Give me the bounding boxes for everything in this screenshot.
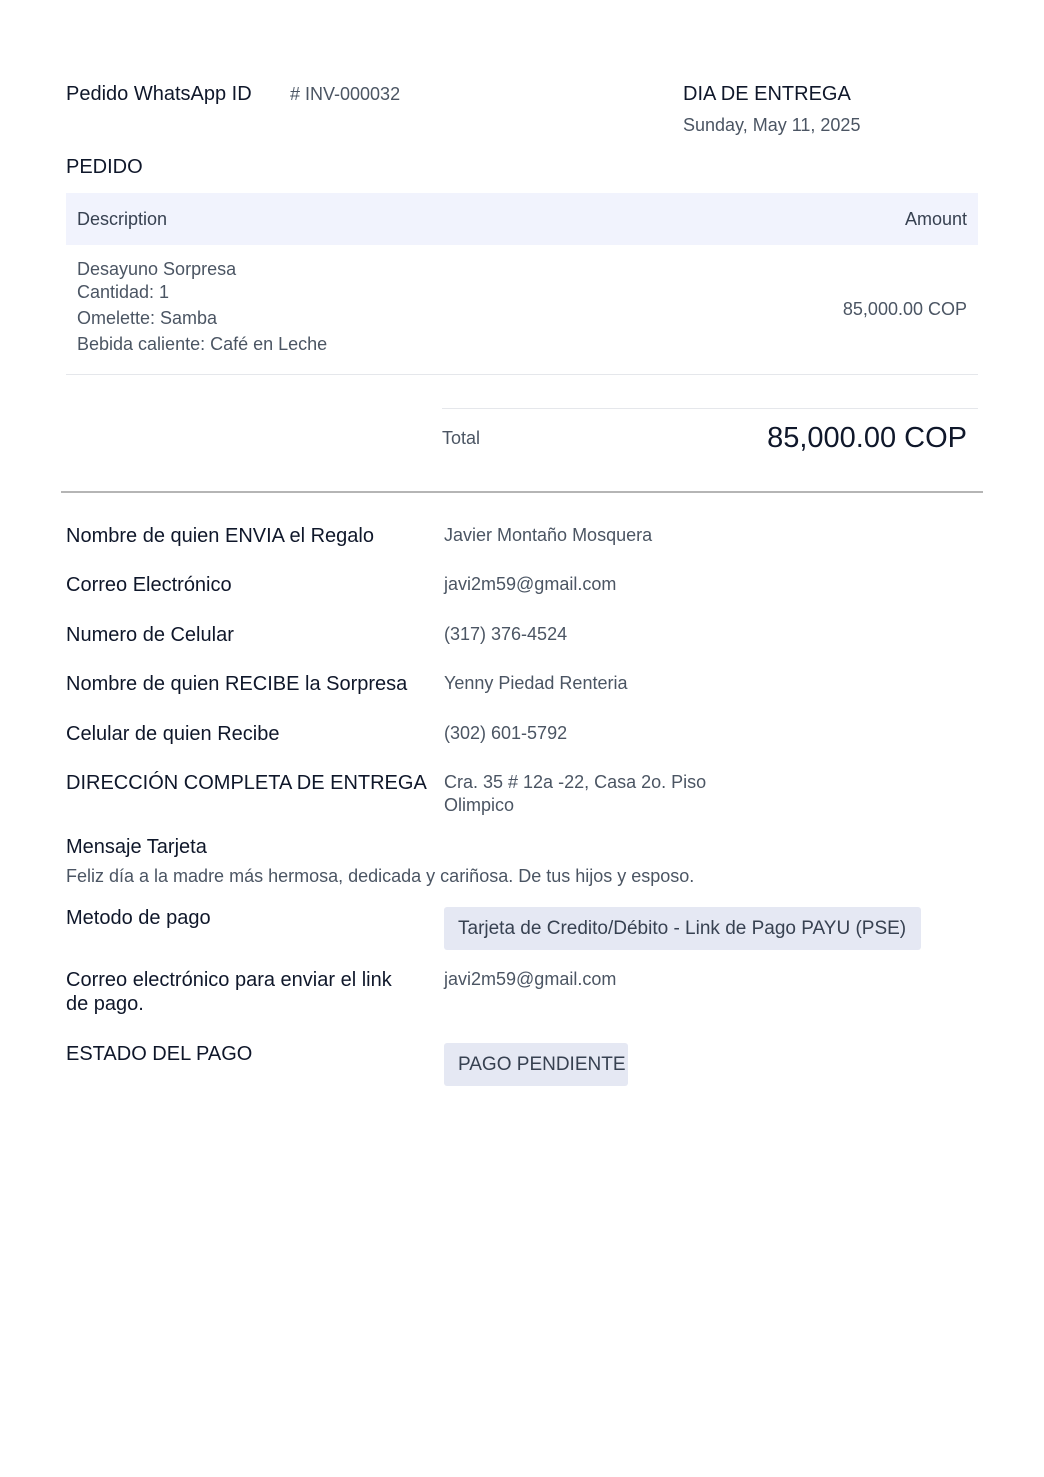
item-row-divider	[66, 374, 978, 375]
payment-email-label-line-2: de pago.	[66, 993, 144, 1015]
item-quantity: Cantidad: 1	[77, 282, 170, 302]
address-line-1: Cra. 35 # 12a -22, Casa 2o. Piso	[444, 772, 707, 792]
email-label: Correo Electrónico	[66, 574, 232, 596]
total-label: Total	[442, 428, 481, 448]
payment-method-badge: Tarjeta de Credito/Débito - Link de Pago PAYU (PSE)	[444, 907, 921, 950]
delivery-day-label: DIA DE ENTREGA	[683, 83, 851, 105]
section-divider	[61, 491, 983, 493]
recipient-label: Nombre de quien RECIBE la Sorpresa	[66, 673, 408, 695]
order-section-title: PEDIDO	[66, 156, 143, 178]
payment-email-label-line-1: Correo electrónico para enviar el link	[66, 969, 392, 991]
phone-label: Numero de Celular	[66, 624, 234, 646]
delivery-date: Sunday, May 11, 2025	[683, 115, 861, 135]
description-column-header: Description	[77, 209, 168, 229]
order-table-header	[66, 193, 978, 245]
payment-status-label: ESTADO DEL PAGO	[66, 1043, 253, 1065]
total-value: 85,000.00 COP	[767, 422, 967, 454]
payment-status-badge: PAGO PENDIENTE	[444, 1043, 628, 1086]
order-id-label: Pedido WhatsApp ID	[66, 83, 252, 105]
item-amount: 85,000.00 COP	[842, 299, 967, 319]
amount-column-header: Amount	[904, 209, 967, 229]
card-message-label: Mensaje Tarjeta	[66, 836, 207, 858]
invoice-id: # INV-000032	[290, 84, 401, 104]
address-line-2: Olimpico	[444, 795, 515, 815]
recipient-phone-value: (302) 601-5792	[444, 723, 568, 743]
item-option-drink: Bebida caliente: Café en Leche	[77, 334, 328, 354]
phone-value: (317) 376-4524	[444, 624, 568, 644]
address-label: DIRECCIÓN COMPLETA DE ENTREGA	[66, 772, 427, 794]
total-divider	[442, 408, 978, 409]
item-name: Desayuno Sorpresa	[77, 259, 237, 279]
card-message: Feliz día a la madre más hermosa, dedicada y cariñosa. De tus hijos y esposo.	[66, 866, 695, 886]
sender-label: Nombre de quien ENVIA el Regalo	[66, 525, 374, 547]
recipient-phone-label: Celular de quien Recibe	[66, 723, 280, 745]
item-option-omelette: Omelette: Samba	[77, 308, 218, 328]
payment-method-label: Metodo de pago	[66, 907, 211, 929]
sender-value: Javier Montaño Mosquera	[444, 525, 653, 545]
recipient-value: Yenny Piedad Renteria	[444, 673, 628, 693]
payment-email-value: javi2m59@gmail.com	[444, 969, 617, 989]
email-value: javi2m59@gmail.com	[444, 574, 617, 594]
